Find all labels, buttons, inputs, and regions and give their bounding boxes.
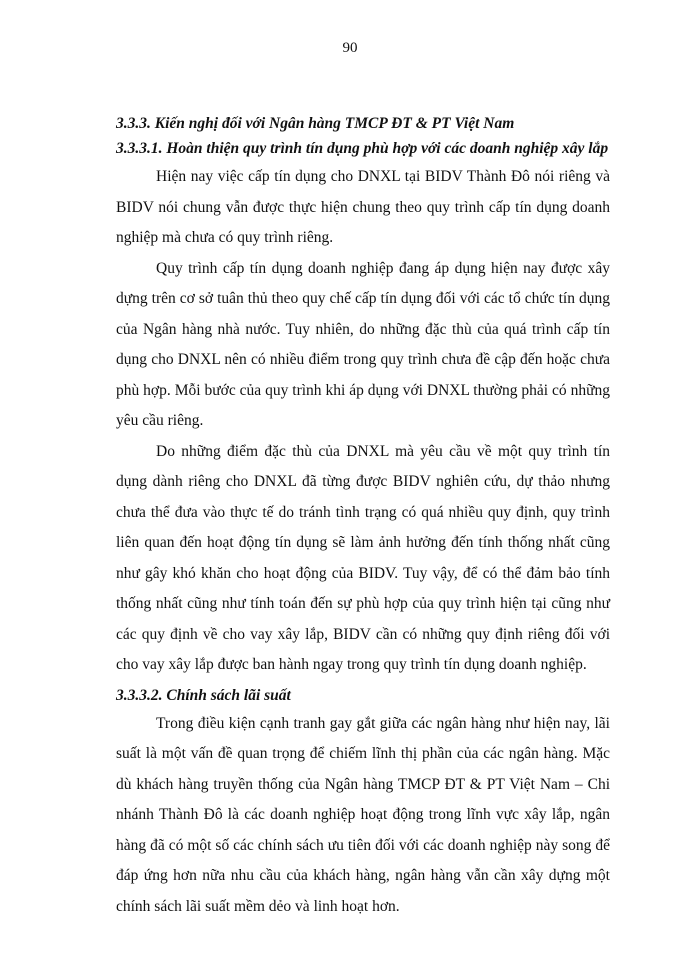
paragraph: Trong điều kiện cạnh tranh gay gắt giữa các ngân hàng như hiện nay, lãi suất là một vấn đề quan trọng để chiếm lĩnh thị phần của các ngân hàng. Mặc dù khách hàng truyền thống của Ngân hàng TMCP ĐT & PT Việt Nam – Chi nhánh Thành Đô là các doanh nghiệp hoạt động trong lĩnh vực xây lắp, ngân hàng đã có một số các chính sách ưu tiên đối với các doanh nghiệp này song để đáp ứng hơn nữa nhu cầu của khách hàng, ngân hàng vẫn cần xây dựng một chính sách lãi suất mềm dẻo và linh hoạt hơn.: [116, 714, 610, 915]
paragraph: Hiện nay việc cấp tín dụng cho DNXL tại BIDV Thành Đô nói riêng và BIDV nói chung vẫn được thực hiện chung theo quy trình cấp tín dụng doanh nghiệp mà chưa có quy trình riêng.: [116, 168, 610, 246]
paragraph: Do những điểm đặc thù của DNXL mà yêu cầu về một quy trình tín dụng dành riêng cho DNXL đã từng được BIDV nghiên cứu, dự thảo nhưng chưa thể đưa vào thực tế do tránh tình trạng có quá nhiều quy định, quy trình liên quan đến hoạt động tín dụng sẽ làm ảnh hưởng đến tính thống nhất cũng như gây khó khăn cho hoạt động của BIDV. Tuy vậy, để có thể đảm bảo tính thống nhất cũng như tính toán đến sự phù hợp của quy trình hiện tại cũng như các quy định về cho vay xây lắp, BIDV cần có những quy định riêng đối với cho vay xây lắp được ban hành ngay trong quy trình tín dụng doanh nghiệp.: [116, 442, 610, 673]
paragraph: Quy trình cấp tín dụng doanh nghiệp đang áp dụng hiện nay được xây dựng trên cơ sở tuân thủ theo quy chế cấp tín dụng đối với các tổ chức tín dụng của Ngân hàng nhà nước. Tuy nhiên, do những đặc thù của quá trình cấp tín dụng cho DNXL nên có nhiều điểm trong quy trình chưa đề cập đến hoặc chưa phù hợp. Mỗi bước của quy trình khi áp dụng với DNXL thường phải có những yêu cầu riêng.: [116, 259, 610, 429]
section-heading: 3.3.3. Kiến nghị đối với Ngân hàng TMCP ĐT & PT Việt Nam: [116, 115, 515, 132]
subsection-heading-2: 3.3.3.2. Chính sách lãi suất: [116, 686, 291, 704]
page-content: [116, 112, 610, 922]
subsection-heading-1: 3.3.3.1. Hoàn thiện quy trình tín dụng phù hợp với các doanh nghiệp xây lắp: [116, 140, 609, 157]
page-number: 90: [342, 40, 358, 56]
